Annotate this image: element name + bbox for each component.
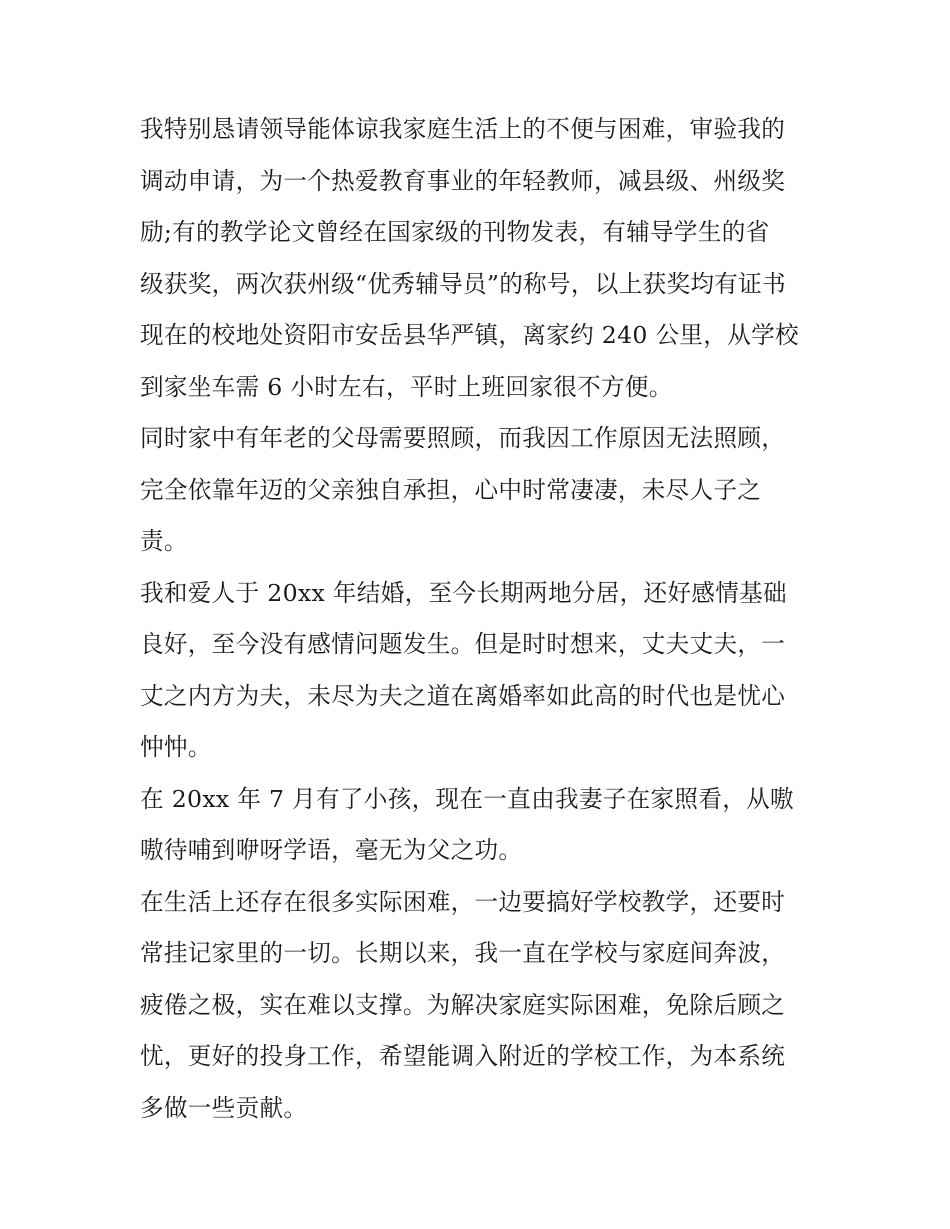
text-line: 励;有的教学论文曾经在国家级的刊物发表，有辅导学生的省 [140, 218, 770, 246]
text-line: 疲倦之极，实在难以支撑。为解决家庭实际困难，免除后顾之 [140, 990, 786, 1019]
paragraph-parents [140, 413, 820, 568]
text-line: 同时家中有年老的父母需要照顾，而我因工作原因无法照顾， [140, 424, 786, 452]
text-line: 责。 [140, 527, 188, 555]
text-line: 现在的校地处资阳市安岳县华严镇，离家约 240 公里，从学校 [140, 321, 799, 349]
paragraph-request [140, 104, 820, 413]
text-line: 在 20xx 年 7 月有了小孩，现在一直由我妻子在家照看，从嗷 [140, 784, 794, 813]
text-line: 我特别恳请领导能体谅我家庭生活上的不便与困难，审验我的 [140, 115, 786, 143]
text-line: 完全依靠年迈的父亲独自承担，心中时常凄凄，未尽人子之 [140, 475, 762, 504]
text-line: 级获奖，两次获州级“优秀辅导员”的称号，以上获奖均有证书 [140, 269, 786, 298]
paragraph-marriage [140, 568, 820, 774]
paragraph-child [140, 774, 820, 877]
document-page [140, 104, 820, 1134]
text-line: 常挂记家里的一切。长期以来，我一直在学校与家庭间奔波， [140, 939, 786, 967]
text-line: 调动申请，为一个热爱教育事业的年轻教师，减县级、州级奖 [140, 166, 786, 195]
text-line: 我和爱人于 20xx 年结婚，至今长期两地分居，还好感情基础 [140, 578, 787, 607]
text-line: 忡忡。 [140, 733, 212, 761]
text-line: 嗷待哺到咿呀学语，毫无为父之功。 [140, 836, 523, 864]
text-line: 良好，至今没有感情问题发生。但是时时想来，丈夫丈夫，一 [140, 630, 786, 658]
text-line: 到家坐车需 6 小时左右，平时上班回家很不方便。 [140, 372, 673, 401]
paragraph-difficulties [140, 877, 820, 1135]
text-line: 在生活上还存在很多实际困难，一边要搞好学校教学，还要时 [140, 887, 786, 916]
text-line: 忧，更好的投身工作，希望能调入附近的学校工作，为本系统 [140, 1042, 786, 1070]
text-line: 丈之内方为夫，未尽为夫之道在离婚率如此高的时代也是忧心 [140, 681, 786, 710]
text-line: 多做一些贡献。 [140, 1093, 308, 1122]
